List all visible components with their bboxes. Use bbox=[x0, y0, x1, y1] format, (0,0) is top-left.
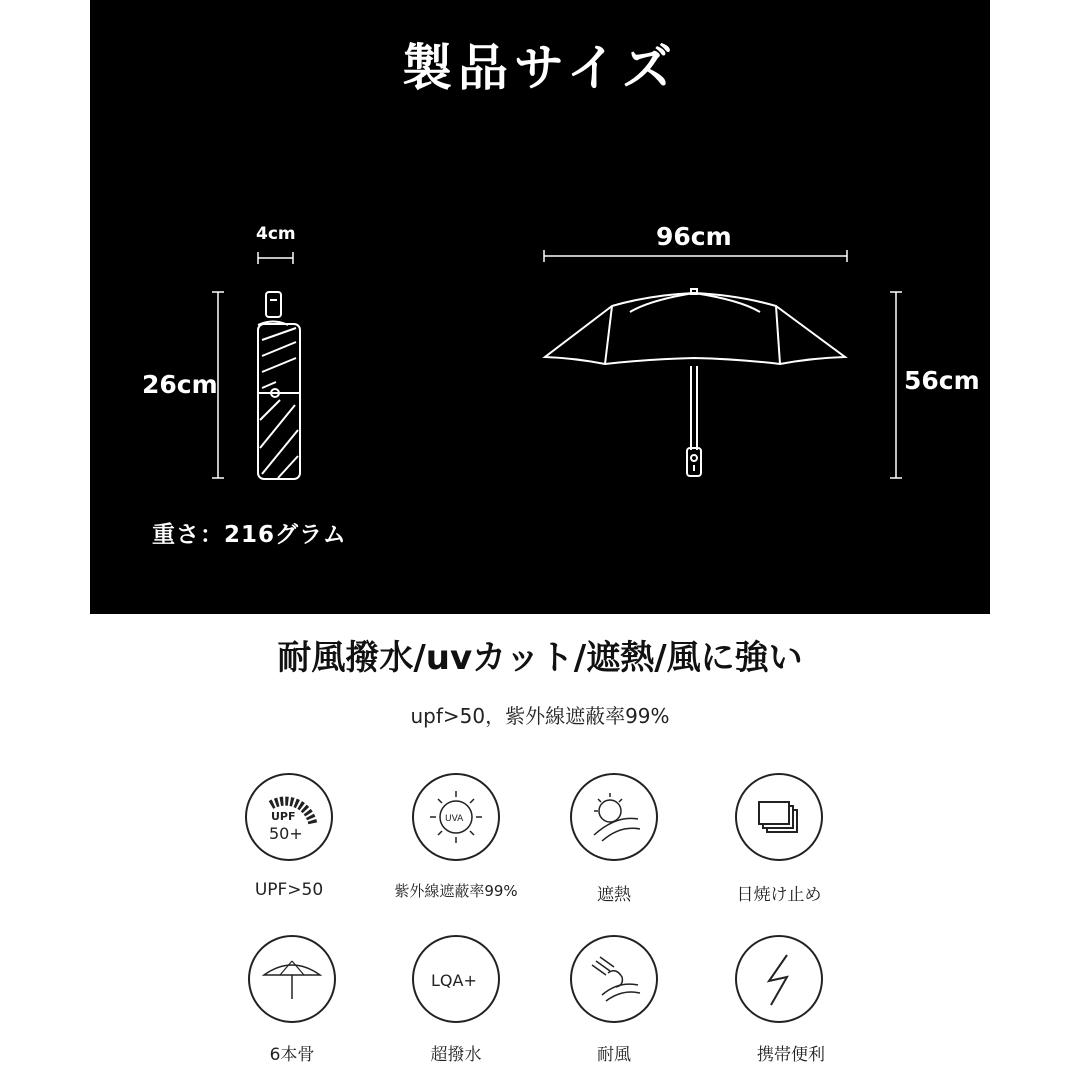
feature-label-heat: 遮熱 bbox=[597, 885, 631, 905]
open-umbrella-icon bbox=[545, 289, 845, 476]
open-height-dimension bbox=[890, 292, 902, 478]
feature-label-upf: UPF>50 bbox=[254, 880, 324, 900]
layers-icon bbox=[735, 773, 823, 861]
features-subline: upf>50，紫外線遮蔽率99% bbox=[410, 704, 670, 728]
feature-label-water-repellent: 超撥水 bbox=[430, 1045, 482, 1065]
svg-text:UPF: UPF bbox=[271, 810, 296, 823]
feature-label-six-ribs: 6本骨 bbox=[269, 1045, 315, 1065]
folded-width-dimension bbox=[258, 252, 293, 264]
uva-sun-icon bbox=[412, 773, 500, 861]
feature-label-portable: 携帯便利 bbox=[757, 1045, 825, 1065]
feature-label-sunscreen: 日焼け止め bbox=[736, 885, 822, 905]
feature-label-windproof: 耐風 bbox=[597, 1045, 631, 1065]
wind-icon bbox=[570, 935, 658, 1023]
open-diameter-label: 96cm bbox=[656, 222, 732, 251]
folded-width-label: 4cm bbox=[256, 224, 296, 244]
weight-label: 重さ：216グラム bbox=[152, 522, 347, 548]
open-height-label: 56cm bbox=[904, 366, 980, 395]
product-size-panel bbox=[90, 0, 990, 614]
lightning-icon bbox=[735, 935, 823, 1023]
folded-umbrella-icon bbox=[258, 292, 300, 479]
lqa-icon bbox=[412, 935, 500, 1023]
svg-text:LQA+: LQA+ bbox=[431, 971, 477, 990]
features-headline: 耐風撥水/uvカット/遮熱/風に強い bbox=[277, 638, 803, 678]
upf-50-icon bbox=[245, 773, 333, 861]
svg-text:50+: 50+ bbox=[269, 824, 303, 843]
panel-title: 製品サイズ bbox=[402, 39, 678, 97]
sun-heat-icon bbox=[570, 773, 658, 861]
open-diameter-dimension bbox=[544, 250, 847, 262]
umbrella-ribs-icon bbox=[248, 935, 336, 1023]
feature-label-uv-block: 紫外線遮蔽率99% bbox=[394, 882, 518, 900]
folded-length-label: 26cm bbox=[142, 370, 218, 399]
svg-text:UVA: UVA bbox=[445, 814, 464, 824]
